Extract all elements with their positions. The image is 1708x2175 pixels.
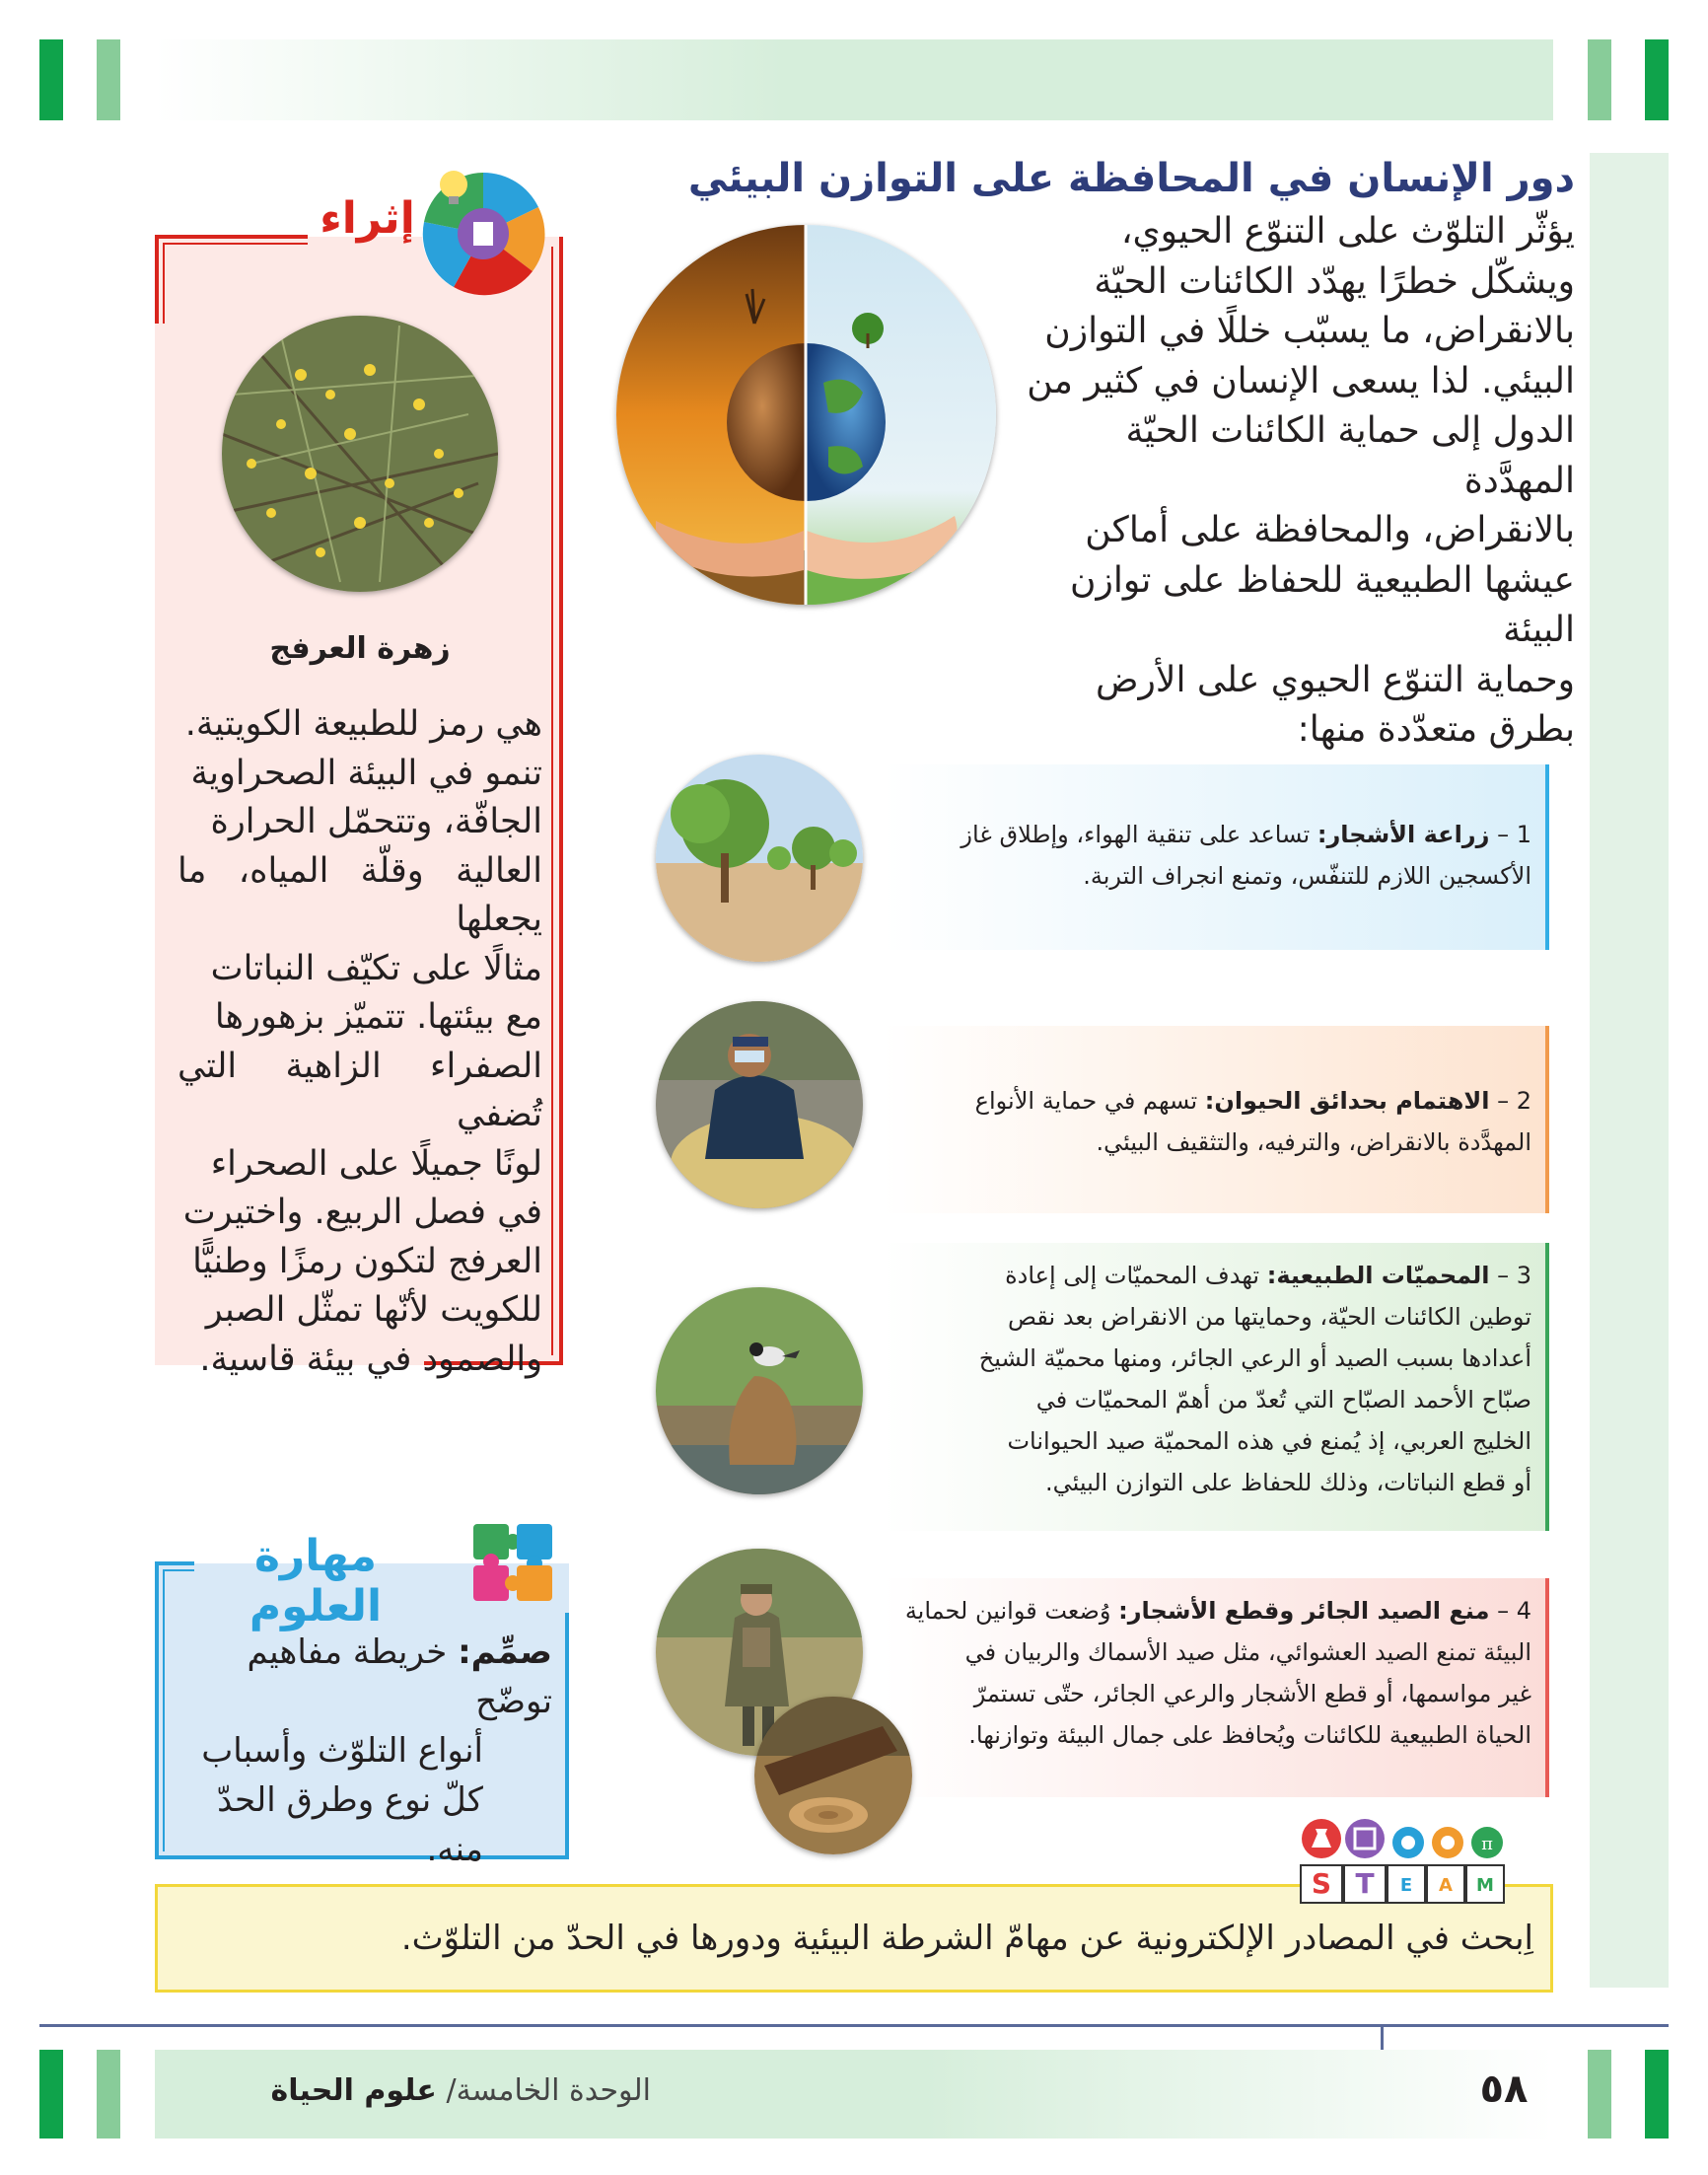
skill-label: صمِّم:	[458, 1632, 552, 1672]
enrichment-line: والصمود في بيئة قاسية.	[199, 1339, 542, 1379]
enrichment-frame-top-inner	[163, 243, 308, 245]
item-line: المهدَّدة بالانقراض، والترفيه، والتثقيف البيئي.	[1096, 1128, 1531, 1156]
skill-line: كلّ نوع وطرق الحدّ	[217, 1780, 483, 1820]
steam-letters	[1300, 1864, 1505, 1904]
steam-letter-a: A	[1426, 1864, 1465, 1904]
skill-line: أنواع التلوّث وأسباب	[201, 1731, 483, 1771]
header-bar-right-light	[1588, 39, 1611, 120]
skill-heading: مهارة العلوم	[249, 1531, 383, 1631]
enrichment-line: مع بيئتها. تتميّز بزهورها	[214, 997, 542, 1037]
intro-paragraph	[1023, 207, 1575, 756]
item-hunting-text	[883, 1590, 1549, 1756]
enrichment-line: هي رمز للطبيعة الكويتية.	[184, 704, 542, 744]
item-line: توطين الكائنات الحيّة، وحمايتها من الانقراض بعد نقص	[1007, 1303, 1531, 1331]
footer-rule	[39, 2024, 1669, 2027]
arfaj-plant-image	[222, 316, 498, 592]
steam-icons	[1300, 1813, 1517, 1864]
enrichment-text	[178, 700, 542, 1384]
enrichment-line: تنمو في البيئة الصحراوية	[190, 753, 542, 793]
skill-frame-left	[155, 1561, 159, 1859]
skill-line: خريطة مفاهيم توضّح	[247, 1632, 552, 1721]
enrichment-line: للكويت لأنّها تمثّل الصبر	[205, 1290, 542, 1330]
header-bar-right-green	[1645, 39, 1669, 120]
enrichment-icon	[414, 163, 552, 301]
enrichment-frame-left-inner	[163, 243, 165, 324]
skill-frame-top-inner	[163, 1569, 194, 1571]
item-title: الاهتمام بحدائق الحيوان:	[1204, 1087, 1490, 1115]
item-line: وُضعت قوانين لحماية	[904, 1597, 1111, 1625]
item-line: أعدادها بسبب الصيد أو الرعي الجائر، ومنها محميّة الشيخ	[978, 1344, 1531, 1372]
tree-stump-image	[754, 1697, 912, 1854]
steam-letter-s: S	[1300, 1864, 1343, 1904]
enrichment-line: العرفج لتكون رمزًا وطنيًّا	[192, 1241, 542, 1281]
earth-hands-image	[616, 225, 996, 605]
intro-line: يؤثّر التلوّث على التنوّع الحيوي،	[1120, 211, 1575, 252]
enrichment-frame-right-inner	[551, 247, 553, 1355]
item-line: تسهم في حماية الأنواع	[974, 1087, 1198, 1115]
item-trees-text	[883, 814, 1549, 897]
intro-line: وحماية التنوّع الحيوي على الأرض	[1096, 659, 1575, 700]
skill-frame-left-inner	[163, 1569, 165, 1851]
item-line: صبّاح الأحمد الصبّاح التي تُعدّ من أهمّ المحميّات في	[1035, 1386, 1531, 1414]
intro-line: بالانقراض، ما يسبّب خللًا في التوازن	[1044, 311, 1575, 351]
item-reserves-text	[883, 1255, 1549, 1503]
skill-line: منه.	[426, 1830, 483, 1869]
footer-unit-label: الوحدة الخامسة/	[446, 2073, 651, 2108]
enrichment-line: في فصل الربيع. واختيرت	[182, 1193, 542, 1232]
footer-bar-right-light	[1588, 2050, 1611, 2139]
header-bar-left-green	[39, 39, 63, 120]
enrichment-frame-right	[559, 237, 563, 1365]
skill-text	[178, 1628, 552, 1874]
item-zoo-text	[883, 1080, 1549, 1163]
header-band	[155, 39, 1553, 120]
section-title: دور الإنسان في المحافظة على التوازن البيئي	[687, 156, 1575, 201]
steam-letter-m: M	[1465, 1864, 1505, 1904]
intro-line: البيئي. لذا يسعى الإنسان في كثير من	[1027, 360, 1575, 401]
enrichment-line: الجافّة، وتتحمّل الحرارة	[210, 802, 542, 841]
item-line: البيئة تمنع الصيد العشوائي، مثل صيد الأسماك والربيان في	[964, 1638, 1531, 1666]
item-hunting	[883, 1578, 1549, 1797]
item-line: تساعد على تنقية الهواء، وإطلاق غاز	[961, 821, 1311, 848]
side-strip	[1590, 153, 1669, 1988]
item-number: 2 –	[1497, 1087, 1531, 1115]
footer-unit	[158, 2073, 651, 2108]
footer-bar-left-light	[97, 2050, 120, 2139]
item-title: المحميّات الطبيعية:	[1266, 1262, 1490, 1289]
item-line: تهدف المحميّات إلى إعادة	[1005, 1262, 1260, 1289]
item-line: الأكسجين اللازم للتنفّس، وتمنع انجراف التربة.	[1083, 862, 1531, 890]
enrichment-heading: إثراء	[320, 193, 415, 244]
item-number: 1 –	[1497, 821, 1531, 848]
item-line: الخليج العربي، إذ يُمنع في هذه المحميّة صيد الحيوانات	[1007, 1427, 1531, 1455]
enrichment-line: العالية وقلّة المياه، ما يجعلها	[178, 850, 542, 939]
footer-bar-right-green	[1645, 2050, 1669, 2139]
enrichment-line: الصفراء الزاهية التي تُضفي	[178, 1046, 542, 1134]
bird-reserve-image	[656, 1287, 863, 1494]
intro-line: بالانقراض، والمحافظة على أماكن	[1085, 510, 1575, 550]
skill-frame-right	[565, 1613, 569, 1859]
item-number: 3 –	[1497, 1262, 1531, 1289]
item-line: غير مواسمها، أو قطع الأشجار والرعي الجائر، حتّى تستمرّ	[973, 1680, 1531, 1707]
plant-name: زهرة العرفج	[269, 631, 451, 666]
trees-image	[656, 755, 863, 962]
item-reserves	[883, 1243, 1549, 1531]
item-line: أو قطع النباتات، وذلك للحفاظ على التوازن البيئي.	[1044, 1469, 1531, 1496]
item-title: منع الصيد الجائر وقطع الأشجار:	[1118, 1597, 1490, 1625]
intro-line: عيشها الطبيعية للحفاظ على توازن البيئة	[1070, 559, 1575, 650]
item-title: زراعة الأشجار:	[1317, 821, 1490, 848]
item-trees	[883, 764, 1549, 950]
intro-line: الدول إلى حماية الكائنات الحيّة المهدَّدة	[1125, 410, 1575, 501]
intro-line: ويشكّل خطرًا يهدّد الكائنات الحيّة	[1094, 260, 1575, 302]
page-number: ٥٨	[1479, 2066, 1529, 2112]
item-number: 4 –	[1497, 1597, 1531, 1625]
skill-frame-top	[155, 1561, 194, 1565]
item-line: الحياة الطبيعية للكائنات ويُحافظ على جمال البيئة وتوازنها.	[968, 1721, 1531, 1749]
item-zoo	[883, 1026, 1549, 1213]
enrichment-frame-left	[155, 235, 159, 324]
steam-letter-t: T	[1343, 1864, 1387, 1904]
steam-logo	[1300, 1813, 1517, 1907]
footer-bar-left-green	[39, 2050, 63, 2139]
steam-prompt: اِبحث في المصادر الإلكترونية عن مهامّ الشرطة البيئية ودورها في الحدّ من التلوّث.	[400, 1919, 1533, 1958]
intro-line: بطرق متعدّدة منها:	[1297, 709, 1575, 750]
enrichment-line: مثالًا على تكيّف النباتات	[210, 948, 542, 988]
enrichment-line: لونًا جميلًا على الصحراء	[210, 1143, 542, 1184]
enrichment-frame-top	[155, 235, 308, 239]
svg-text:π: π	[1481, 1834, 1493, 1854]
header-bar-left-light	[97, 39, 120, 120]
zoo-vet-image	[656, 1001, 863, 1208]
puzzle-icon	[456, 1504, 574, 1623]
steam-letter-e: E	[1387, 1864, 1426, 1904]
footer-subject: علوم الحياة	[270, 2073, 437, 2108]
